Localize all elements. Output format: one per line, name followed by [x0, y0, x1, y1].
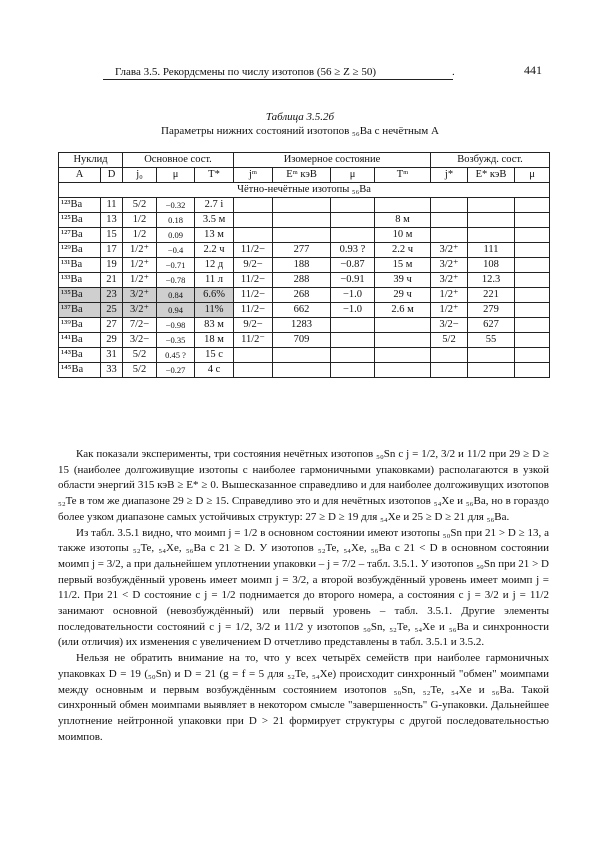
table-cell: 3/2⁺ [431, 258, 468, 273]
page-number: 441 [524, 63, 542, 77]
table-cell [234, 213, 273, 228]
table-cell: 2.2 ч [375, 243, 431, 258]
table-cell: 11/2− [234, 273, 273, 288]
column-header: μ [157, 168, 195, 183]
table-row [59, 258, 550, 273]
table-cell [431, 348, 468, 363]
table-cell: 8 м [375, 213, 431, 228]
table-cell [468, 363, 515, 378]
table-cell: 268 [273, 288, 331, 303]
table-cell: 0.84 [157, 288, 195, 303]
table-cell: 11 [101, 198, 123, 213]
table-cell: −0.32 [157, 198, 195, 213]
table-cell: 10 м [375, 228, 431, 243]
table-cell: 23 [101, 288, 123, 303]
table-cell: 33 [101, 363, 123, 378]
isotope-table [58, 152, 550, 378]
table-cell: 4 с [195, 363, 234, 378]
table-cell: 39 ч [375, 273, 431, 288]
table-cell [375, 363, 431, 378]
table-cell: 5/2 [431, 333, 468, 348]
nuclide-cell: ¹⁴³Ba [59, 348, 101, 363]
nuclide-cell: ¹³³Ba [59, 273, 101, 288]
table-row [59, 273, 550, 288]
table-caption: Таблица 3.5.2б [265, 111, 335, 123]
table-title: Параметры нижних состояний изотопов ₅₆Ba с нечётным A [161, 125, 439, 137]
paragraph: Как показали эксперименты, три состояния нечётных изотопов ₅₀Sn с j = 1/2, 3/2 и 11/2 при 29 ≥ D ≥ 15 (наиболее долгоживущие изотопы с наиболее гармоничными упаковками) располагаются в узкой области энергий 315 кэВ ≥ E* ≥ 0. Вышесказанное справедливо и для наиболее долгоживущих изотопов ₅₂Te в том же диапазоне 29 ≥ D ≥ 15. Справедливо это и для нечётных изотопов ₅₄Xe и ₅₆Ba, но в гораздо более узком диапазоне самых устойчивых структур: 27 ≥ D ≥ 19 для ₅₄Xe и 25 ≥ D ≥ 21 для ₅₆Ba. [58, 448, 549, 523]
table-cell [468, 228, 515, 243]
table-cell: 1/2⁺ [123, 243, 157, 258]
nuclide-cell: ¹³⁵Ba [59, 288, 101, 303]
nuclide-cell: ¹³⁷Ba [59, 303, 101, 318]
header-dot: . [452, 66, 455, 78]
column-header: A [59, 168, 101, 183]
table-body [59, 198, 550, 378]
table-cell [468, 348, 515, 363]
table-cell [234, 363, 273, 378]
table-cell: 5/2 [123, 363, 157, 378]
table-cell [515, 363, 550, 378]
group-header: Основное сост. [123, 153, 234, 168]
table-cell [515, 228, 550, 243]
table-group-header-row [59, 153, 550, 168]
column-header: μ [515, 168, 550, 183]
table-cell [515, 273, 550, 288]
table-cell: 5/2 [123, 348, 157, 363]
table-cell [331, 213, 375, 228]
table-cell: 1283 [273, 318, 331, 333]
table-cell [515, 288, 550, 303]
table-cell: −0.4 [157, 243, 195, 258]
table-cell: 19 [101, 258, 123, 273]
table-row [59, 303, 550, 318]
table-cell: 11 л [195, 273, 234, 288]
table-cell [515, 213, 550, 228]
table-cell: 277 [273, 243, 331, 258]
table-cell: 3/2⁺ [431, 273, 468, 288]
table-cell [515, 348, 550, 363]
table-cell [375, 198, 431, 213]
table-cell: 0.18 [157, 213, 195, 228]
nuclide-cell: ¹²⁵Ba [59, 213, 101, 228]
column-header: D [101, 168, 123, 183]
nuclide-cell: ¹⁴¹Ba [59, 333, 101, 348]
table-cell: 709 [273, 333, 331, 348]
table-row [59, 288, 550, 303]
table-cell: 627 [468, 318, 515, 333]
table-cell: −0.78 [157, 273, 195, 288]
body-text [58, 447, 549, 745]
group-header: Изомерное состояние [234, 153, 431, 168]
table-cell: 3/2⁺ [431, 243, 468, 258]
table-cell: 11/2− [234, 243, 273, 258]
nuclide-cell: ¹³¹Ba [59, 258, 101, 273]
table-cell [431, 198, 468, 213]
table-cell: 2.6 м [375, 303, 431, 318]
table-cell [431, 228, 468, 243]
table-cell [515, 198, 550, 213]
column-header: Tᵐ [375, 168, 431, 183]
table-cell: −1.0 [331, 288, 375, 303]
table-cell [331, 348, 375, 363]
table-row [59, 333, 550, 348]
table-cell [468, 198, 515, 213]
table-cell: 2.2 ч [195, 243, 234, 258]
table-cell [515, 243, 550, 258]
table-cell: 279 [468, 303, 515, 318]
section-label: Чётно-нечётные изотопы ₅₆Ba [59, 183, 550, 198]
table-cell: 27 [101, 318, 123, 333]
table-cell: 13 [101, 213, 123, 228]
table-cell: 7/2− [123, 318, 157, 333]
table-row [59, 363, 550, 378]
nuclide-cell: ¹²³Ba [59, 198, 101, 213]
table-cell: 1/2⁺ [123, 273, 157, 288]
table-cell: 1/2⁺ [431, 288, 468, 303]
table-cell: 9/2− [234, 258, 273, 273]
table-cell [515, 333, 550, 348]
table-cell: 0.93 ? [331, 243, 375, 258]
column-header: j* [431, 168, 468, 183]
column-header: μ [331, 168, 375, 183]
table-cell: 29 ч [375, 288, 431, 303]
table-cell: 0.94 [157, 303, 195, 318]
table-cell [431, 213, 468, 228]
table-cell [234, 348, 273, 363]
table-cell [375, 318, 431, 333]
table-row [59, 228, 550, 243]
table-row [59, 198, 550, 213]
table-cell: 5/2 [123, 198, 157, 213]
table-cell: 9/2− [234, 318, 273, 333]
paragraph: Из табл. 3.5.1 видно, что моимп j = 1/2 в основном состоянии имеют изотопы ₅₀Sn при 21 > D ≥ 13, а также изотопы ₅₂Te, ₅₄Xe, ₅₆Ba с 21 ≥ D. У изотопов ₅₂Te, ₅₄Xe, ₅₆Ba с 21 < D в основном состоянии моимп j = 3/2, а при дальнейшем уплотнении упаковки – j = 7/2 – табл. 3.5.1. У изотопов ₅₀Sn при 21 > D первый возбуждённый уровень имеет моимп j = 3/2, а второй возбуждённый уровень имеет моимп j = 11/2. При 21 < D состояние с j = 1/2 поднимается до второго номера, а состояния с j = 3/2 и j = 11/2 занимают основной (невозбуждённый) или первый уровень – табл. 3.5.1. Другие элементы последовательности состояний с j = 1/2, 3/2 и 11/2 у изотопов ₅₀Sn, ₅₂Te, ₅₄Xe и ₅₆Ba и синхронности (или отличия) их изменения с увеличением D отчетливо представлены в табл. 3.5.1 и 3.5.2. [58, 526, 549, 649]
table-cell [234, 228, 273, 243]
table-cell: −1.0 [331, 303, 375, 318]
table-cell: 15 с [195, 348, 234, 363]
table-cell [331, 198, 375, 213]
table-cell [234, 198, 273, 213]
table-cell [515, 303, 550, 318]
table-cell: 3.5 м [195, 213, 234, 228]
table-cell: 188 [273, 258, 331, 273]
table-cell: 3/2⁺ [123, 303, 157, 318]
table-cell: 25 [101, 303, 123, 318]
nuclide-cell: ¹²⁹Ba [59, 243, 101, 258]
table-sub-header-row [59, 168, 550, 183]
table-cell [375, 333, 431, 348]
table-cell [273, 363, 331, 378]
table-cell: −0.27 [157, 363, 195, 378]
nuclide-cell: ¹³⁹Ba [59, 318, 101, 333]
table-cell: 662 [273, 303, 331, 318]
table-cell: 13 м [195, 228, 234, 243]
nuclide-cell: ¹²⁷Ba [59, 228, 101, 243]
table-cell: 1/2 [123, 213, 157, 228]
table-cell [273, 228, 331, 243]
group-header: Возбужд. сост. [431, 153, 550, 168]
table-cell: 11/2− [234, 288, 273, 303]
table-cell [273, 348, 331, 363]
table-row [59, 348, 550, 363]
table-cell: 18 м [195, 333, 234, 348]
table-cell [331, 363, 375, 378]
table-cell: 1/2⁺ [123, 258, 157, 273]
table-cell [331, 228, 375, 243]
table-cell [273, 198, 331, 213]
table-cell: 111 [468, 243, 515, 258]
table-cell [273, 213, 331, 228]
table-cell [468, 213, 515, 228]
group-header: Нуклид [59, 153, 123, 168]
table-cell: 0.09 [157, 228, 195, 243]
table-cell [515, 258, 550, 273]
table-cell: 12 д [195, 258, 234, 273]
table-cell: −0.71 [157, 258, 195, 273]
table-cell: 29 [101, 333, 123, 348]
table-cell: 12.3 [468, 273, 515, 288]
table-cell: 108 [468, 258, 515, 273]
table-row [59, 243, 550, 258]
table-cell [431, 363, 468, 378]
table-cell: −0.98 [157, 318, 195, 333]
column-header: j₀ [123, 168, 157, 183]
table-row [59, 318, 550, 333]
table-cell: −0.35 [157, 333, 195, 348]
table-cell: 3/2− [431, 318, 468, 333]
table-cell: 15 [101, 228, 123, 243]
table-cell: 21 [101, 273, 123, 288]
table-cell: 288 [273, 273, 331, 288]
table-cell: 11/2⁻ [234, 333, 273, 348]
header-rule [103, 79, 453, 80]
table-cell [331, 318, 375, 333]
table-cell: 31 [101, 348, 123, 363]
table-cell: 221 [468, 288, 515, 303]
column-header: E* кэВ [468, 168, 515, 183]
nuclide-cell: ¹⁴⁵Ba [59, 363, 101, 378]
table-cell: 1/2⁺ [431, 303, 468, 318]
table-cell [331, 333, 375, 348]
table-cell: 15 м [375, 258, 431, 273]
table-cell: −0.91 [331, 273, 375, 288]
table-cell: 0.45 ? [157, 348, 195, 363]
table-cell: −0.87 [331, 258, 375, 273]
table-cell: 1/2 [123, 228, 157, 243]
table-cell: 83 м [195, 318, 234, 333]
column-header: T* [195, 168, 234, 183]
table-row [59, 213, 550, 228]
table-cell: 3/2⁺ [123, 288, 157, 303]
table-cell: 6.6% [195, 288, 234, 303]
table-cell: 3/2− [123, 333, 157, 348]
column-header: Eᵐ кэВ [273, 168, 331, 183]
table-cell: 17 [101, 243, 123, 258]
table-cell: 2.7 i [195, 198, 234, 213]
table-section-row [59, 183, 550, 198]
table-cell [375, 348, 431, 363]
paragraph: Нельзя не обратить внимание на то, что у всех четырёх семейств при наиболее гармоничных упаковках D = 19 (₅₀Sn) и D = 21 (g = f = 5 для ₅₂Te, ₅₄Xe) происходит синхронный "обмен" моимпами между основным и первым возбуждённым состоянием изотопов ₅₀Sn, ₅₂Te, ₅₄Xe и ₅₆Ba. Такой синхронный обмен моимпами выявляет в некотором смысле "завершенность" G-упаковки. Дальнейшее уплотнение нейтронной упаковки при D > 21 формирует структуры с другой последовательностью моимпов. [58, 652, 549, 743]
table-cell: 11% [195, 303, 234, 318]
column-header: jᵐ [234, 168, 273, 183]
table-cell: 11/2− [234, 303, 273, 318]
chapter-title: Глава 3.5. Рекордсмены по числу изотопов (56 ≥ Z ≥ 50) [115, 66, 376, 78]
table-cell: 55 [468, 333, 515, 348]
table-cell [515, 318, 550, 333]
